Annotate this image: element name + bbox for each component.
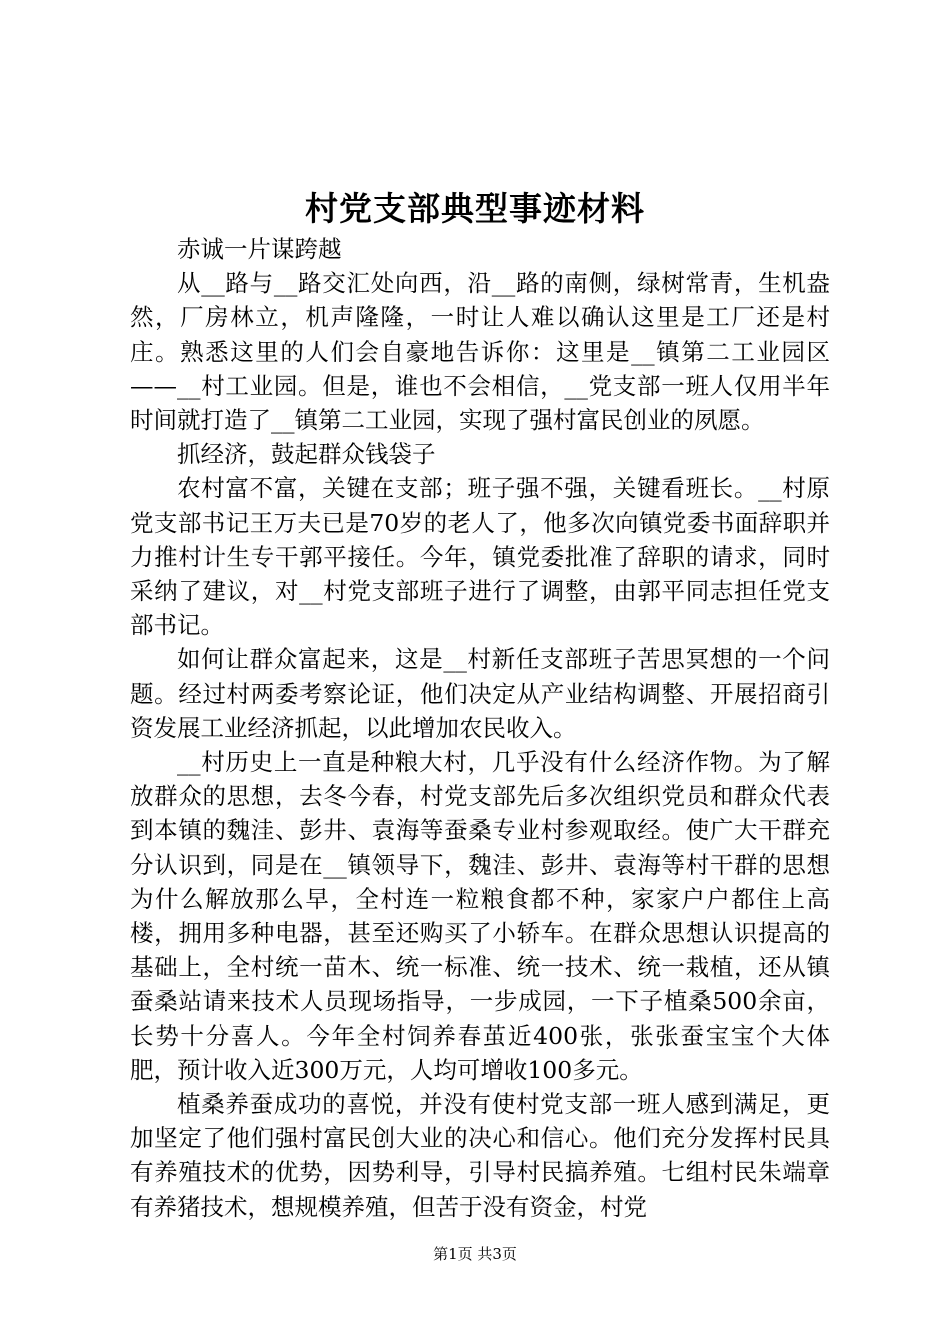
body-paragraph: 农村富不富，关键在支部；班子强不强，关键看班长。__村原党支部书记王万夫已是70岁的老人了，他多次向镇党委书面辞职并力推村计生专干郭平接任。今年，镇党委批准了辞职的请求，同时采纳了建议，对__村党支部班子进行了调整，由郭平同志担任党支部书记。 <box>130 474 830 640</box>
section-heading: 抓经济，鼓起群众钱袋子 <box>177 440 436 469</box>
document-body <box>130 232 830 1224</box>
section-heading: 赤诚一片谋跨越 <box>177 235 342 263</box>
body-paragraph: 植桑养蚕成功的喜悦，并没有使村党支部一班人感到满足，更加坚定了他们强村富民创大业的决心和信心。他们充分发挥村民具有养殖技术的优势，因势利导，引导村民搞养殖。七组村民朱端章有养猪技术，想规模养殖，但苦于没有资金，村党 <box>130 1090 830 1221</box>
page-footer: 第1页 共3页 <box>433 1245 517 1263</box>
document-title: 村党支部典型事迹材料 <box>305 189 645 228</box>
body-paragraph: 如何让群众富起来，这是__村新任支部班子苦思冥想的一个问题。经过村两委考察论证，他们决定从产业结构调整、开展招商引资发展工业经济抓起，以此增加农民收入。 <box>130 645 830 742</box>
body-paragraph: __村历史上一直是种粮大村，几乎没有什么经济作物。为了解放群众的思想，去冬今春，村党支部先后多次组织党员和群众代表到本镇的魏洼、彭井、袁海等蚕桑专业村参观取经。使广大干群充分认识到，同是在__镇领导下，魏洼、彭井、袁海等村干群的思想为什么解放那么早，全村连一粒粮食都不种，家家户户都住上高楼，拥用多种电器，甚至还购买了小轿车。在群众思想认识提高的基础上，全村统一苗木、统一标准、统一技术、统一栽植，还从镇蚕桑站请来技术人员现场指导，一步成园，一下子植桑500余亩，长势十分喜人。今年全村饲养春茧近400张，张张蚕宝宝个大体肥，预计收入近300万元，人均可增收100多元。 <box>130 748 830 1084</box>
body-paragraph: 从__路与__路交汇处向西，沿__路的南侧，绿树常青，生机盎然，厂房林立，机声隆隆，一时让人难以确认这里是工厂还是村庄。熟悉这里的人们会自豪地告诉你：这里是__镇第二工业园区——__村工业园。但是，谁也不会相信，__党支部一班人仅用半年时间就打造了__镇第二工业园，实现了强村富民创业的夙愿。 <box>130 269 830 435</box>
